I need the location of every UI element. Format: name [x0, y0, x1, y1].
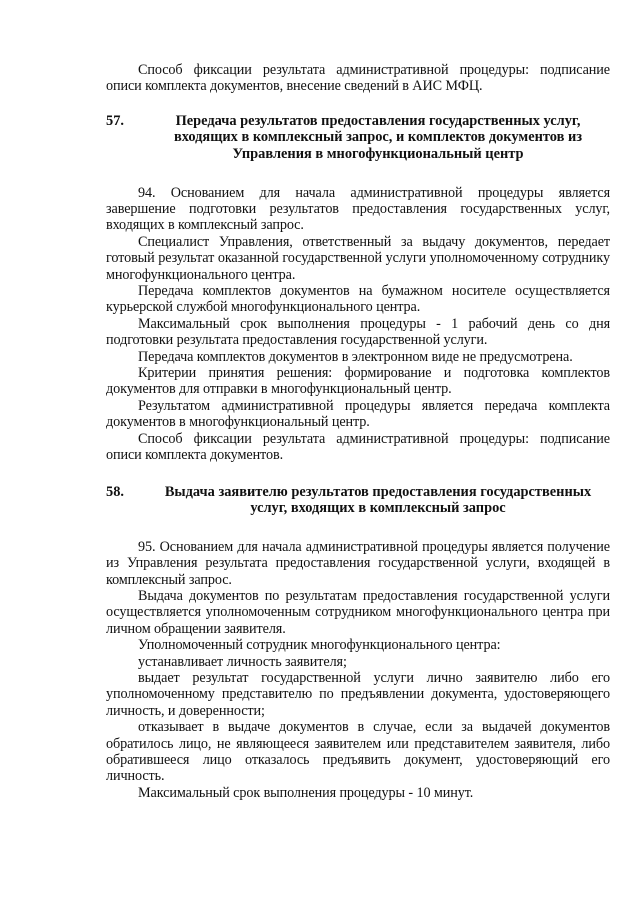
- paragraph-fixation-inventory: Способ фиксации результата административной процедуры: подписание описи комплекта документов.: [106, 430, 610, 464]
- paragraph-courier-delivery: Передача комплектов документов на бумажном носителе осуществляется курьерской службой многофункционального центра.: [106, 283, 610, 316]
- paragraph-fixation-mfc: Способ фиксации результата административной процедуры: подписание описи комплекта документов, внесение сведений в АИС МФЦ.: [106, 62, 610, 95]
- section-57-number: 57.: [106, 112, 124, 129]
- paragraph-decision-criteria: Критерии принятия решения: формирование и подготовка комплектов документов для отправки в многофункциональный центр.: [106, 365, 610, 398]
- section-57-title: Передача результатов предоставления государственных услуг, входящих в комплексный запрос, и комплектов документов из Управления в многофункциональный центр: [173, 112, 583, 162]
- paragraph-95-basis: 95. Основанием для начала административной процедуры является получение из Управления результата предоставления государственной услуги, входящей в комплексный запрос.: [106, 538, 610, 588]
- paragraph-electronic-not-provided: Передача комплектов документов в электронном виде не предусмотрена.: [138, 348, 573, 365]
- paragraph-authorized-employee: Уполномоченный сотрудник многофункционального центра:: [138, 637, 501, 654]
- section-58-heading: [106, 484, 610, 517]
- paragraph-max-term-10-min: Максимальный срок выполнения процедуры - 10 минут.: [138, 784, 474, 801]
- paragraph-procedure-result: Результатом административной процедуры является передача комплекта документов в многофункциональный центр.: [106, 397, 610, 431]
- section-58-title: Выдача заявителю результатов предоставления государственных услуг, входящих в комплексный запрос: [164, 483, 592, 517]
- paragraph-refusal: отказывает в выдаче документов в случае, если за выдачей документов обратилось лицо, не являющееся заявителем или представителем заявителя, либо обратившееся лицо отказалось предъявить документ, удостоверяющий его личность.: [106, 719, 610, 785]
- paragraph-94-basis: 94. Основанием для начала административной процедуры является завершение подготовки результатов предоставления государственных услуг, входящих в комплексный запрос.: [106, 184, 610, 234]
- paragraph-issue-result: выдает результат государственной услуги лично заявителю либо его уполномоченному представителю по предъявлении документа, удостоверяющего личность, и доверенности;: [106, 669, 610, 719]
- paragraph-identity-check: устанавливает личность заявителя;: [138, 653, 347, 670]
- paragraph-max-term-1-day: Максимальный срок выполнения процедуры - 1 рабочий день со дня подготовки результата предоставления государственной услуги.: [106, 315, 610, 349]
- paragraph-issuance-by-mfc: Выдача документов по результатам предоставления государственной услуги осуществляется уполномоченным сотрудником многофункционального центра при личном обращении заявителя.: [106, 587, 610, 637]
- section-57-heading: [106, 113, 610, 163]
- paragraph-specialist-transfer: Специалист Управления, ответственный за выдачу документов, передает готовый результат оказанной государственной услуги уполномоченному сотруднику многофункционального центра.: [106, 233, 610, 283]
- section-58-number: 58.: [106, 483, 124, 500]
